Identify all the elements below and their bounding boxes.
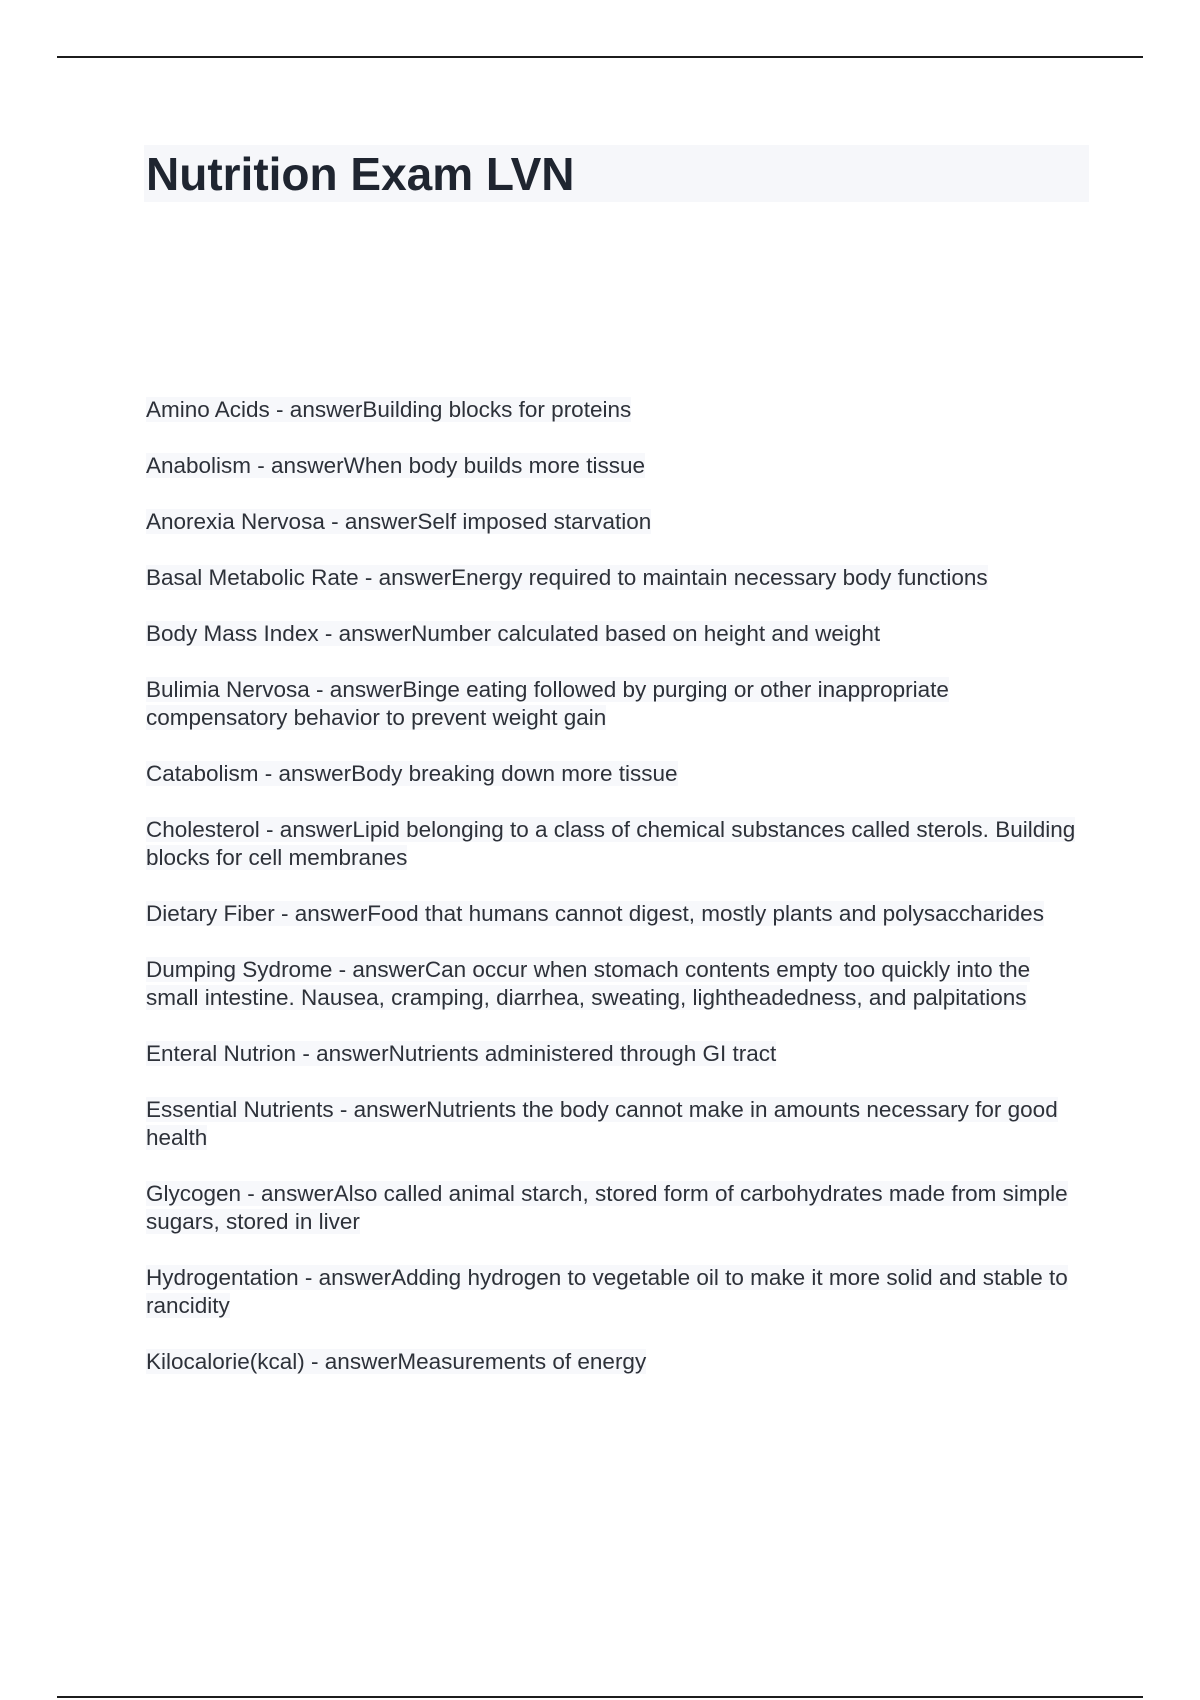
entry-text: Essential Nutrients - answerNutrients the body cannot make in amounts necessary for good health: [146, 1097, 1058, 1150]
entry-text: Glycogen - answerAlso called animal starch, stored form of carbohydrates made from simple sugars, stored in liver: [146, 1181, 1068, 1234]
list-item: [146, 1096, 1091, 1152]
entry-text: Anabolism - answerWhen body builds more tissue: [146, 453, 645, 478]
list-item: [146, 956, 1091, 1012]
entry-text: Amino Acids - answerBuilding blocks for proteins: [146, 397, 632, 422]
entry-text: Kilocalorie(kcal) - answerMeasurements of energy: [146, 1349, 647, 1374]
list-item: [146, 620, 1091, 648]
entry-text: Hydrogentation - answerAdding hydrogen to vegetable oil to make it more solid and stable to rancidity: [146, 1265, 1068, 1318]
list-item: [146, 1040, 1091, 1068]
entry-text: Bulimia Nervosa - answerBinge eating followed by purging or other inappropriate compensatory behavior to prevent weight gain: [146, 677, 949, 730]
entry-text: Cholesterol - answerLipid belonging to a class of chemical substances called sterols. Building blocks for cell membranes: [146, 817, 1076, 870]
entry-text: Basal Metabolic Rate - answerEnergy required to maintain necessary body functions: [146, 565, 988, 590]
list-item: [146, 900, 1091, 928]
entry-text: Dietary Fiber - answerFood that humans cannot digest, mostly plants and polysaccharides: [146, 901, 1044, 926]
document-title: Nutrition Exam LVN: [146, 148, 575, 200]
list-item: [146, 1264, 1091, 1320]
page-top-rule: [57, 56, 1143, 58]
entry-text: Anorexia Nervosa - answerSelf imposed starvation: [146, 509, 652, 534]
list-item: [146, 676, 1091, 732]
list-item: [146, 1180, 1091, 1236]
list-item: [146, 564, 1091, 592]
list-item: [146, 452, 1091, 480]
list-item: [146, 760, 1091, 788]
list-item: [146, 1348, 1091, 1376]
entry-text: Dumping Sydrome - answerCan occur when stomach contents empty too quickly into the small intestine. Nausea, cramping, diarrhea, sweating, lightheadedness, and palpitations: [146, 957, 1031, 1010]
list-item: [146, 396, 1091, 424]
entry-list: [146, 396, 1091, 1404]
page-bottom-rule: [57, 1696, 1143, 1698]
entry-text: Body Mass Index - answerNumber calculated based on height and weight: [146, 621, 881, 646]
list-item: [146, 508, 1091, 536]
entry-text: Catabolism - answerBody breaking down more tissue: [146, 761, 678, 786]
list-item: [146, 816, 1091, 872]
entry-text: Enteral Nutrion - answerNutrients administered through GI tract: [146, 1041, 777, 1066]
